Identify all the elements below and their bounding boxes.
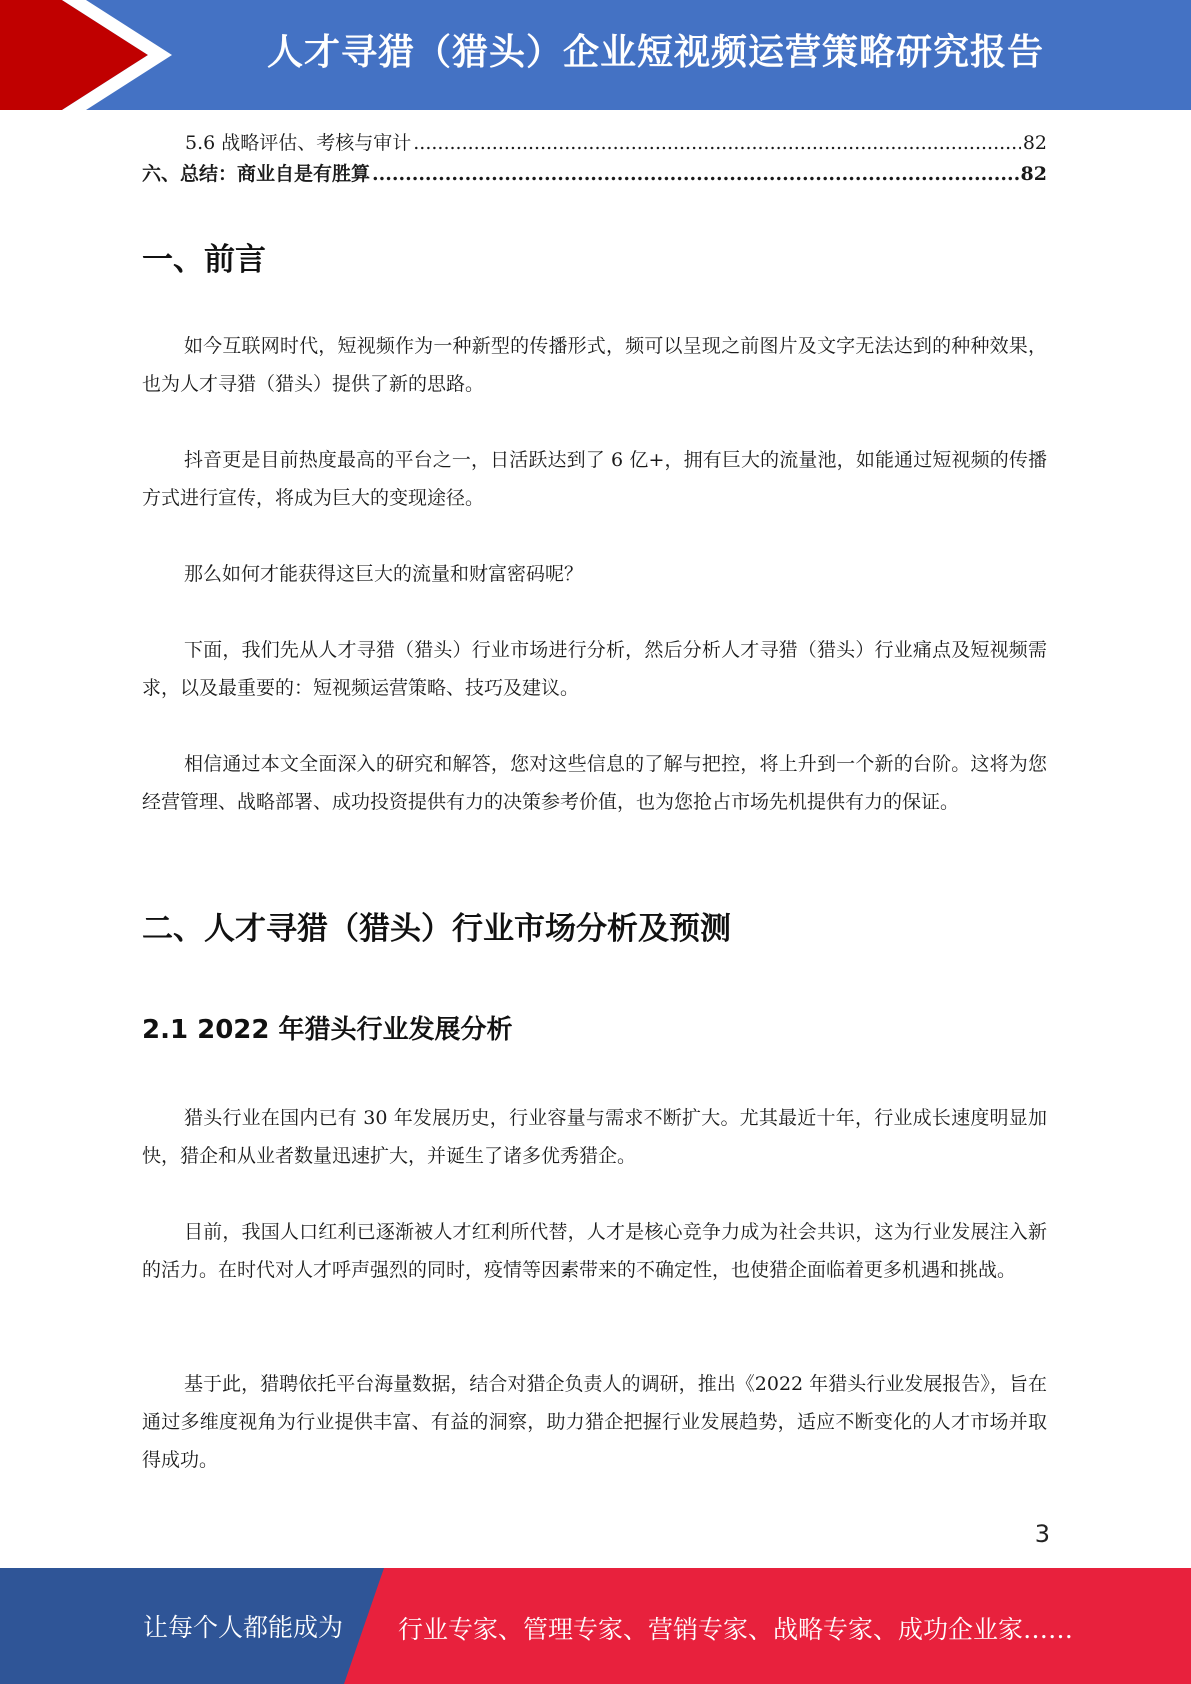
paragraph: 如今互联网时代，短视频作为一种新型的传播形式，频可以呈现之前图片及文字无法达到的种种效果，也为人才寻猎（猎头）提供了新的思路。 — [142, 335, 1047, 395]
page-number: 3 — [1034, 1520, 1050, 1548]
toc-entry-page: 82 — [1020, 163, 1047, 185]
report-title: 人才寻猎（猎头）企业短视频运营策略研究报告 — [266, 32, 1044, 73]
paragraph: 相信通过本文全面深入的研究和解答，您对这些信息的了解与把控，将上升到一个新的台阶。这将为您经营管理、战略部署、成功投资提供有力的决策参考价值，也为您抢占市场先机提供有力的保证。 — [142, 753, 1047, 813]
toc-leader-dots — [372, 162, 1019, 186]
section-heading: 一、前言 — [142, 242, 266, 278]
footer-slogan-right: 行业专家、管理专家、营销专家、战略专家、成功企业家…… — [398, 1615, 1074, 1644]
paragraph: 目前，我国人口红利已逐渐被人才红利所代替，人才是核心竞争力成为社会共识，这为行业发展注入新的活力。在时代对人才呼声强烈的同时，疫情等因素带来的不确定性，也使猎企面临着更多机遇和挑战。 — [142, 1221, 1047, 1281]
paragraph: 那么如何才能获得这巨大的流量和财富密码呢？ — [184, 563, 584, 585]
toc-leader-dots — [413, 131, 1021, 155]
toc-entry-label: 六、总结：商业自是有胜算 — [142, 163, 371, 185]
paragraph: 抖音更是目前热度最高的平台之一，日活跃达到了 6 亿+，拥有巨大的流量池，如能通过短视频的传播方式进行宣传，将成为巨大的变现途径。 — [142, 449, 1047, 509]
toc-entry[interactable] — [142, 162, 1047, 186]
paragraph: 猎头行业在国内已有 30 年发展历史，行业容量与需求不断扩大。尤其最近十年，行业成长速度明显加快，猎企和从业者数量迅速扩大，并诞生了诸多优秀猎企。 — [142, 1107, 1047, 1167]
page-header — [0, 0, 1191, 110]
toc-entry-label: 5.6 战略评估、考核与审计 — [185, 132, 412, 154]
subsection-heading: 2.1 2022 年猎头行业发展分析 — [142, 1015, 513, 1045]
section-heading: 二、人才寻猎（猎头）行业市场分析及预测 — [142, 911, 731, 947]
toc-entry-page: 82 — [1022, 132, 1047, 154]
footer-slogan-left: 让每个人都能成为 — [143, 1613, 344, 1642]
toc-entry[interactable] — [185, 131, 1047, 155]
page-footer — [0, 1568, 1191, 1684]
paragraph: 下面，我们先从人才寻猎（猎头）行业市场进行分析，然后分析人才寻猎（猎头）行业痛点及短视频需求，以及最重要的：短视频运营策略、技巧及建议。 — [142, 639, 1047, 699]
paragraph: 基于此，猎聘依托平台海量数据，结合对猎企负责人的调研，推出《2022 年猎头行业发展报告》，旨在通过多维度视角为行业提供丰富、有益的洞察，助力猎企把握行业发展趋势，适应不断变化的人才市场并取得成功。 — [142, 1373, 1047, 1471]
